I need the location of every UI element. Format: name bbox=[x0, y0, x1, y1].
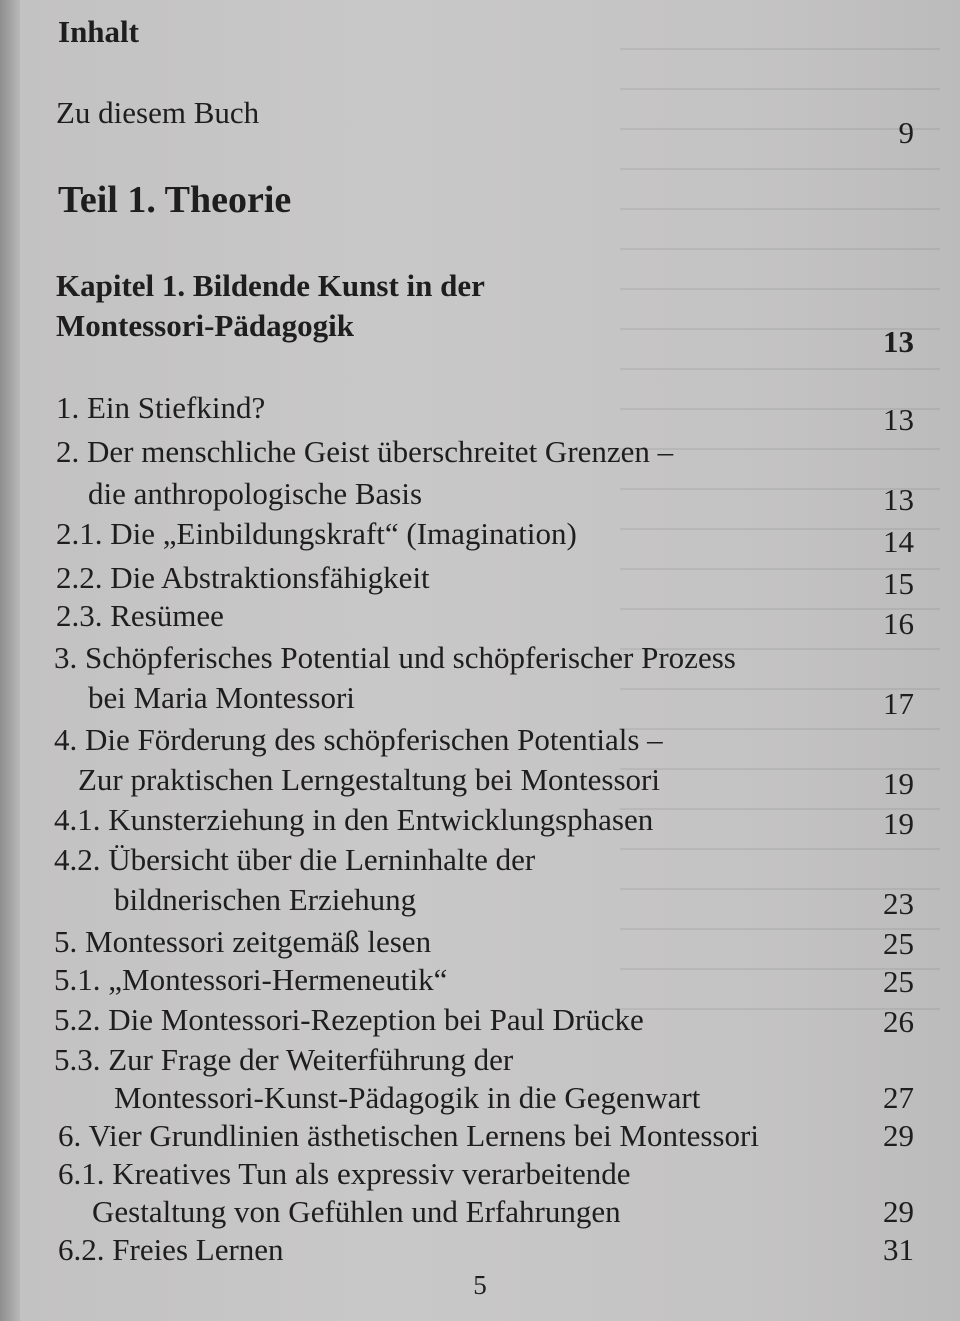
entry-page: 25 bbox=[883, 926, 914, 961]
entry-title-continued: die anthropologische Basis bbox=[88, 476, 423, 511]
entry-title: 3. Schöpferisches Potential und schöpferischer Prozess bbox=[54, 640, 736, 675]
entry-page: 13 bbox=[883, 482, 914, 517]
toc-entry bbox=[0, 640, 960, 684]
toc-entry bbox=[0, 390, 960, 437]
toc-entry bbox=[0, 722, 960, 766]
part-heading: Teil 1. Theorie bbox=[58, 179, 292, 221]
entry-title: 5. Montessori zeitgemäß lesen bbox=[54, 924, 432, 959]
toc-entry bbox=[0, 598, 960, 642]
toc-entry-preface bbox=[0, 95, 960, 150]
entry-page: 16 bbox=[883, 606, 914, 641]
entry-page: 13 bbox=[883, 402, 914, 437]
toc-entry-continuation bbox=[0, 882, 960, 926]
entry-title: 5.3. Zur Frage der Weiterführung der bbox=[54, 1042, 514, 1077]
entry-page: 29 bbox=[883, 1194, 914, 1229]
entry-title: 5.1. „Montessori-Hermeneutik“ bbox=[54, 962, 448, 997]
toc-entry bbox=[0, 962, 960, 1006]
toc-header-row bbox=[0, 14, 960, 58]
entry-title: 6.2. Freies Lernen bbox=[58, 1232, 284, 1267]
toc-entry-continuation bbox=[0, 680, 960, 724]
toc-entry-continuation bbox=[0, 476, 960, 520]
toc-entry bbox=[0, 434, 960, 478]
part-heading-row bbox=[0, 178, 960, 222]
chapter-page: 13 bbox=[883, 324, 914, 359]
entry-title: 5.2. Die Montessori-Rezeption bei Paul Drücke bbox=[54, 1002, 644, 1037]
entry-title-continued: bildnerischen Erziehung bbox=[114, 882, 417, 917]
toc-entry-continuation bbox=[0, 762, 960, 806]
entry-page: 15 bbox=[883, 566, 914, 601]
entry-title: Zu diesem Buch bbox=[56, 95, 260, 130]
chapter-title-line1: Kapitel 1. Bildende Kunst in der bbox=[56, 268, 485, 303]
entry-title-continued: Gestaltung von Gefühlen und Erfahrungen bbox=[92, 1194, 621, 1229]
entry-page: 25 bbox=[883, 964, 914, 999]
entry-title: 2.2. Die Abstraktionsfähigkeit bbox=[56, 560, 430, 595]
toc-entry bbox=[0, 1002, 960, 1046]
chapter-heading-line2 bbox=[0, 308, 960, 359]
entry-title: 1. Ein Stiefkind? bbox=[56, 390, 266, 425]
entry-title: 4.1. Kunsterziehung in den Entwicklungsphasen bbox=[54, 802, 654, 837]
toc-header: Inhalt bbox=[58, 14, 139, 49]
entry-page: 26 bbox=[883, 1004, 914, 1039]
toc-entry bbox=[0, 802, 960, 846]
toc-entry bbox=[0, 516, 960, 560]
entry-title: 6. Vier Grundlinien ästhetischen Lernens bei Montessori bbox=[58, 1118, 759, 1153]
entry-page: 19 bbox=[883, 806, 914, 841]
entry-title: 4.2. Übersicht über die Lerninhalte der bbox=[54, 842, 536, 877]
entry-title-continued: Montessori-Kunst-Pädagogik in die Gegenwart bbox=[114, 1080, 701, 1115]
entry-page: 17 bbox=[883, 686, 914, 721]
entry-title: 6.1. Kreatives Tun als expressiv verarbeitende bbox=[58, 1156, 631, 1191]
chapter-title-line2: Montessori-Pädagogik bbox=[56, 308, 354, 343]
entry-title: 2.3. Resümee bbox=[56, 598, 224, 633]
entry-page: 23 bbox=[883, 886, 914, 921]
entry-title: 2.1. Die „Einbildungskraft“ (Imagination) bbox=[56, 516, 577, 551]
entry-page: 9 bbox=[898, 115, 914, 150]
chapter-heading-line1 bbox=[0, 268, 960, 312]
entry-title: 4. Die Förderung des schöpferischen Potentials – bbox=[54, 722, 663, 757]
entry-page: 29 bbox=[883, 1118, 914, 1153]
entry-page: 27 bbox=[883, 1080, 914, 1115]
entry-title: 2. Der menschliche Geist überschreitet Grenzen – bbox=[56, 434, 674, 469]
toc-entry bbox=[0, 842, 960, 886]
entry-title-continued: Zur praktischen Lerngestaltung bei Montessori bbox=[78, 762, 660, 797]
entry-page: 19 bbox=[883, 766, 914, 801]
entry-page: 14 bbox=[883, 524, 914, 559]
page-number: 5 bbox=[473, 1270, 487, 1300]
entry-title-continued: bei Maria Montessori bbox=[88, 680, 355, 715]
entry-page: 31 bbox=[883, 1232, 914, 1267]
